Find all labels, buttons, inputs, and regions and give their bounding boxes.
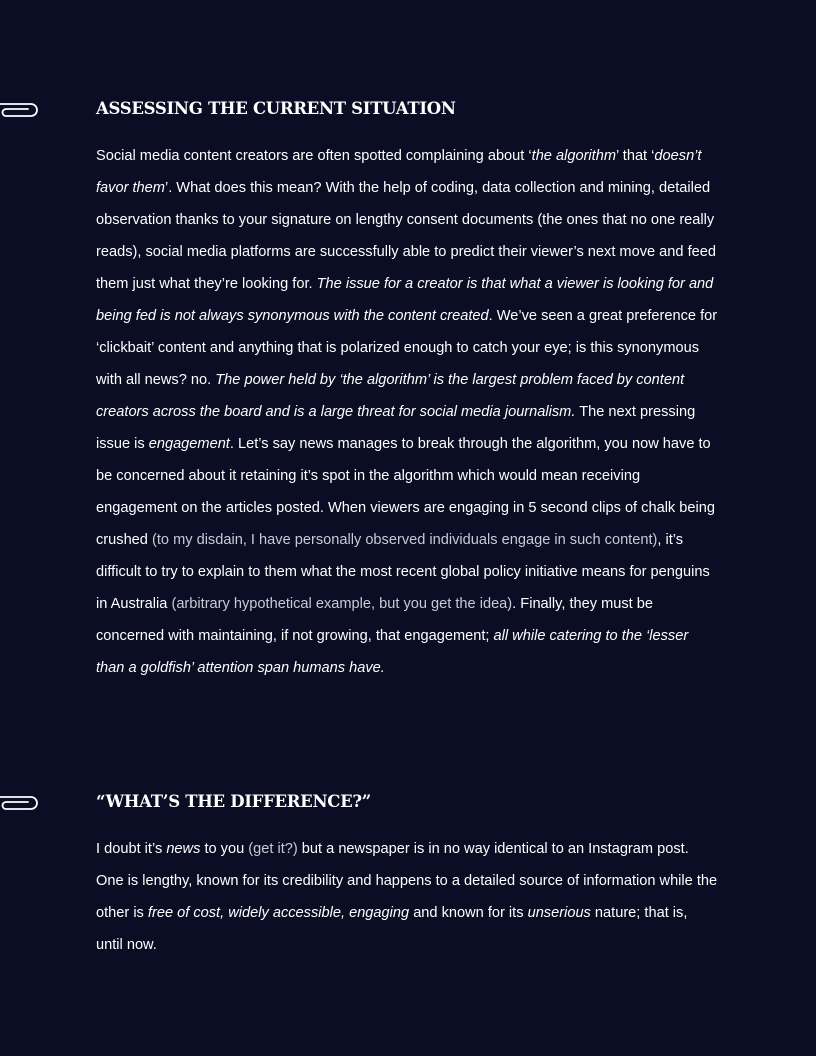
text-run: . Finally, they must be concerned with maintaining, if not growing, that engagement; (96, 596, 654, 644)
emphasis-text: doesn’t favor them (96, 148, 702, 196)
emphasis-text: engagement (148, 436, 230, 452)
section-paragraph (96, 140, 718, 684)
emphasis-text: all while catering to the ‘lesser than a goldfish’ attention span humans have. (96, 628, 689, 676)
text-run: nature; that is, until now. (96, 905, 688, 953)
paperclip-icon (0, 794, 38, 812)
emphasis-text: free of cost, widely accessible, engaging (147, 905, 410, 921)
paperclip-icon (0, 101, 38, 119)
emphasis-text: the algorithm (531, 148, 617, 164)
aside-text: (get it?) (248, 841, 298, 857)
emphasis-text: The issue for a creator is that what a viewer is looking for and being fed is not always synonymous with the content created (96, 276, 714, 324)
text-run: Social media content creators are often spotted complaining about ‘ (96, 148, 532, 164)
section-heading: ASSESSING THE CURRENT SITUATION (96, 99, 456, 118)
section-heading: “WHAT’S THE DIFFERENCE?” (96, 792, 371, 811)
text-run: The next pressing issue is (96, 404, 696, 452)
emphasis-text: unserious (527, 905, 591, 921)
text-run: , it’s difficult to try to explain to them what the most recent global policy initiative means for penguins in Australia (96, 532, 710, 612)
text-run: . We’ve seen a great preference for ‘clickbait’ content and anything that is polarized enough to catch your eye; is this synonymous with all news? no. (96, 308, 718, 388)
text-run: ’. What does this mean? With the help of coding, data collection and mining, detailed observation thanks to your signature on lengthy consent documents (the ones that no one really reads), social media platforms are successfully able to predict their viewer’s next move and feed them just what they’re looking for. (96, 180, 716, 292)
text-run: to you (200, 841, 249, 857)
emphasis-text: The power held by ‘the algorithm’ is the largest problem faced by content creators across the board and is a large threat for social media journalism. (96, 372, 685, 420)
text-run: and known for its (409, 905, 528, 921)
text-run: but a newspaper is in no way identical to an Instagram post. One is lengthy, known for its credibility and happens to a detailed source of information while the other is (96, 841, 718, 921)
aside-text: (to my disdain, I have personally observed individuals engage in such content) (151, 532, 658, 548)
section-paragraph (96, 833, 718, 961)
text-run: ’ that ‘ (616, 148, 655, 164)
aside-text: (arbitrary hypothetical example, but you get the idea) (171, 596, 513, 612)
emphasis-text: news (166, 841, 201, 857)
text-run: I doubt it’s (96, 841, 167, 857)
text-run: . Let’s say news manages to break through the algorithm, you now have to be concerned about it retaining it’s spot in the algorithm which would mean receiving engagement on the articles posted. When viewers are engaging in 5 second clips of chalk being crushed (96, 436, 715, 548)
